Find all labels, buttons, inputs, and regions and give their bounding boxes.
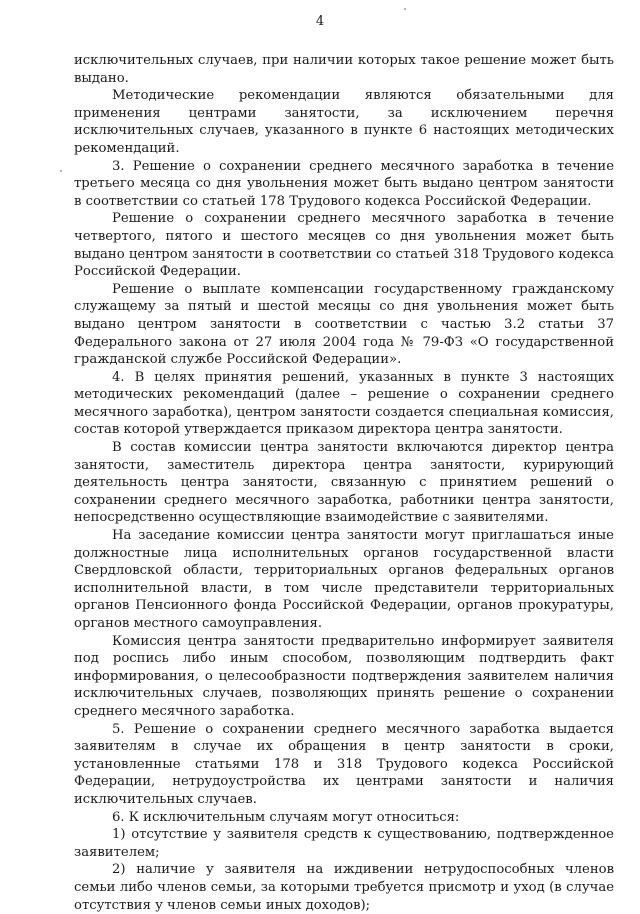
paragraph-continuation: исключительных случаев, при наличии которых такое решение может быть выдано. [74,53,614,86]
paragraph-item-5: 5. Решение о сохранении среднего месячного заработка выдается заявителям в случае их обращения в центр занятости в сроки, установленные статьями 178 и 318 Трудового кодекса Российской Федерации, нетрудоустройства их центрами занятости и наличия исключительных случаев. [74,721,614,807]
paragraph-item-6: 6. К исключительным случаям могут относиться: [112,809,460,825]
list-item-1: 1) отсутствие у заявителя средств к существованию, подтвержденное заявителем; [74,827,614,860]
paragraph-commission-members: В состав комиссии центра занятости включаются директор центра занятости, заместитель директора центра занятости, курирующий деятельность центра занятости, связанную с принятием решений о сохранении среднего месячного заработка, работники центра занятости, непосредственно осуществляющие взаимодействие с заявителями. [74,440,614,526]
paragraph-item-3: 3. Решение о сохранении среднего месячного заработка в течение третьего месяца со дня увольнения может быть выдано центром занятости в соответствии со статьей 178 Трудового кодекса Российской Федерации. [74,158,614,209]
scan-artifact [404,8,406,10]
paragraph-commission-informs: Комиссия центра занятости предварительно информирует заявителя под роспись либо иным способом, позволяющим подтвердить факт информирования, о целесообразности подтверждения заявителем наличия исключительных случаев, позволяющих принять решение о сохранении среднего месячного заработка. [74,633,614,719]
paragraph-invited-officials: На заседание комиссии центра занятости могут приглашаться иные должностные лица исполнительных органов государственной власти Свердловской области, территориальных органов федеральных органов исполнительной власти, в том числе представители территориальных органов Пенсионного фонда Российской Федерации, органов прокуратуры, органов местного самоуправления. [74,528,614,631]
document-body [74,52,614,914]
paragraph-compensation: Решение о выплате компенсации государственному гражданскому служащему за пятый и шестой месяцы со дня увольнения может быть выдано центром занятости в соответствии с частью 3.2 статьи 37 Федерального закона от 27 июля 2004 года № 79-ФЗ «О государственной гражданской службе Российской Федерации». [74,281,614,368]
paragraph-methodical-recommendations: Методические рекомендации являются обязательными для применения центрами занятости, за исключением перечня исключительных случаев, указанного в пункте 6 настоящих методических рекомендаций. [74,88,614,156]
page-number: 4 [315,14,325,29]
paragraph-months-4-6: Решение о сохранении среднего месячного заработка в течение четвертого, пятого и шестого месяцев со дня увольнения может быть выдано центром занятости в соответствии со статьей 318 Трудового кодекса Российской Федерации. [74,211,614,280]
list-item-2: 2) наличие у заявителя на иждивении нетрудоспособных членов семьи либо членов семьи, за которыми требуется присмотр и уход (в случае отсутствия у членов семьи иных доходов); [74,862,614,913]
paragraph-item-4: 4. В целях принятия решений, указанных в пункте 3 настоящих методических рекомендаций (далее – решение о сохранении среднего месячного заработка), центром занятости создается специальная комиссия, состав которой утверждается приказом директора центра занятости. [74,369,614,438]
scan-artifact [60,170,62,172]
